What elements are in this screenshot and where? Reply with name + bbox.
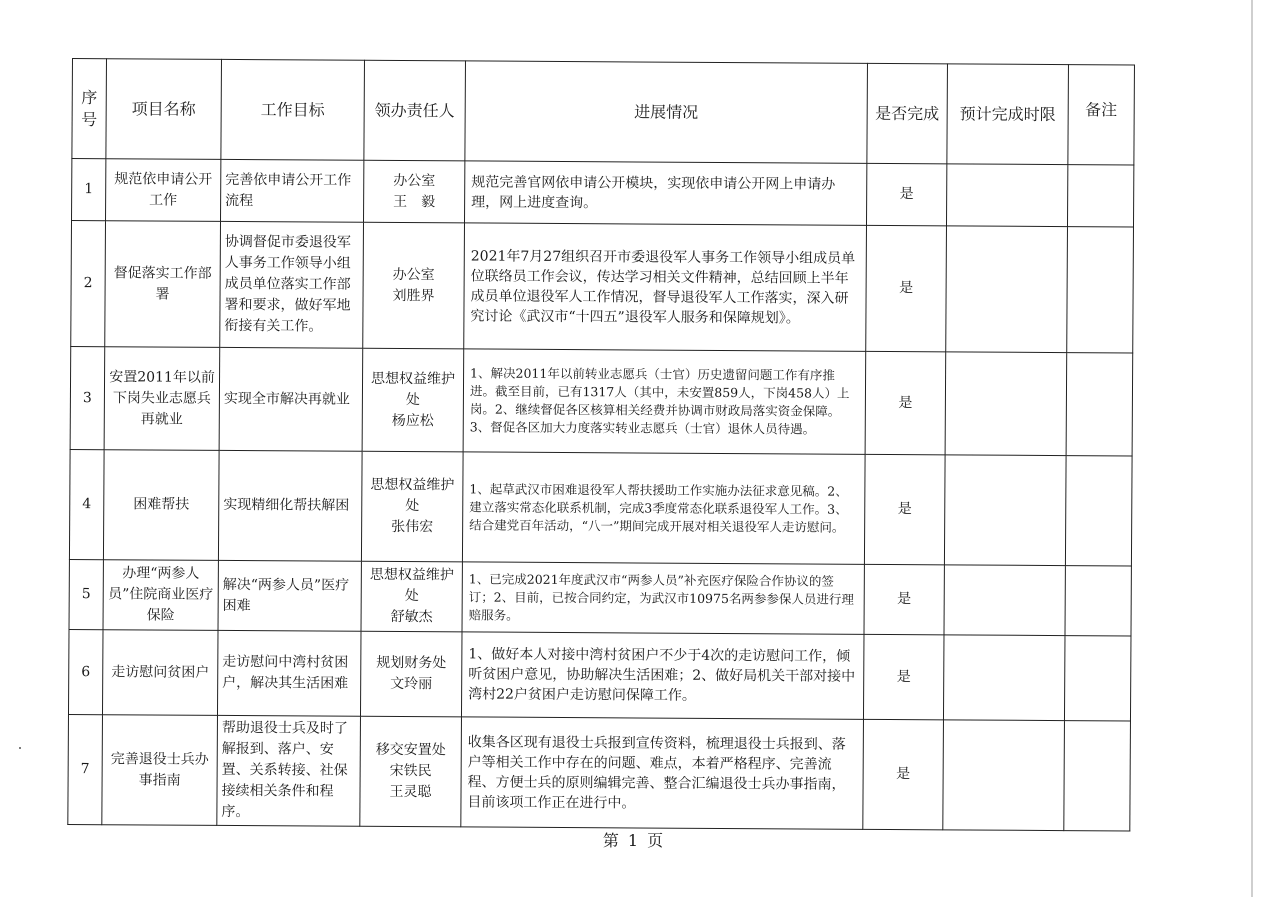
row-note bbox=[1067, 227, 1134, 353]
header-done: 是否完成 bbox=[867, 63, 948, 163]
row-project: 规范依申请公开工作 bbox=[106, 159, 221, 222]
owner-name: 王 毅 bbox=[393, 193, 436, 210]
row-note bbox=[1066, 353, 1133, 456]
row-eta bbox=[943, 635, 1065, 721]
owner-dept: 思想权益维护处 bbox=[370, 476, 455, 515]
row-owner bbox=[364, 160, 465, 223]
row-progress: 1、解决2011年以前转业志愿兵（士官）历史遗留问题工作有序推进。截至目前，已有1317人（其中，未安置859人，下岗458人）上岗。2、继续督促各区核算相关经费并协调市财政局落实资金保障。3、督促各区加大力度落实转业志愿兵（士官）退休人员待遇。 bbox=[463, 349, 866, 454]
table-row bbox=[68, 629, 1130, 720]
row-done: 是 bbox=[863, 634, 944, 719]
row-eta bbox=[943, 720, 1065, 831]
header-row bbox=[72, 59, 1135, 165]
header-owner: 领办责任人 bbox=[364, 60, 466, 161]
row-done: 是 bbox=[864, 454, 945, 564]
row-note bbox=[1067, 165, 1133, 227]
owner-name: 杨应松 bbox=[391, 412, 434, 429]
owner-name: 刘胜界 bbox=[392, 287, 435, 304]
row-done: 是 bbox=[864, 564, 944, 634]
owner-dept: 办公室 bbox=[392, 266, 435, 283]
row-target: 走访慰问中湾村贫困户，解决其生活困难 bbox=[217, 630, 361, 716]
row-owner bbox=[361, 561, 462, 632]
row-eta bbox=[946, 164, 1067, 227]
row-progress: 1、已完成2021年度武汉市“两参人员”补充医疗保险合作协议的签订；2、目前，已按合同约定，为武汉市10975名两参参保人员进行理赔服务。 bbox=[462, 562, 864, 634]
header-note: 备注 bbox=[1068, 65, 1135, 165]
row-eta bbox=[944, 455, 1066, 566]
row-note bbox=[1065, 456, 1132, 566]
row-note bbox=[1064, 636, 1131, 721]
table-row bbox=[69, 559, 1131, 635]
row-done: 是 bbox=[863, 719, 944, 829]
owner-name: 宋铁民 王灵聪 bbox=[389, 762, 432, 801]
owner-name: 张伟宏 bbox=[391, 518, 434, 536]
row-project: 走访慰问贫困户 bbox=[102, 630, 218, 716]
row-no: 4 bbox=[69, 449, 104, 559]
table-row bbox=[71, 221, 1134, 353]
row-project: 安置2011年以前下岗失业志愿兵再就业 bbox=[104, 347, 220, 451]
owner-name: 文玲丽 bbox=[390, 675, 433, 693]
row-project: 办理“两参人员”住院商业医疗保险 bbox=[103, 560, 218, 631]
row-no: 5 bbox=[69, 559, 103, 629]
row-owner bbox=[360, 631, 462, 717]
row-progress: 收集各区现有退役士兵报到宣传资料，梳理退役士兵报到、落户等相关工作中存在的问题、难点，本着严格程序、完善流程、方便士兵的原则编辑完善、整合汇编退役士兵办事指南，目前该项工作正在进行中。 bbox=[461, 717, 864, 829]
owner-dept: 移交安置处 bbox=[375, 741, 446, 759]
header-no: 序号 bbox=[72, 59, 107, 159]
row-done: 是 bbox=[866, 163, 946, 225]
table-row bbox=[70, 346, 1133, 455]
scan-speck bbox=[19, 747, 21, 749]
progress-table bbox=[67, 58, 1135, 831]
row-target: 实现全市解决再就业 bbox=[219, 347, 363, 451]
row-no: 3 bbox=[70, 346, 105, 449]
owner-dept: 规划财务处 bbox=[376, 654, 447, 672]
row-owner bbox=[363, 222, 465, 349]
header-progress: 进展情况 bbox=[465, 61, 868, 163]
header-project: 项目名称 bbox=[106, 59, 222, 160]
row-progress: 规范完善官网依申请公开模块，实现依申请公开网上申请办理，网上进度查询。 bbox=[465, 161, 867, 225]
row-progress: 2021年7月27组织召开市委退役军人事务工作领导小组成员单位联络员工作会议，传达学习相关文件精神，总结回顾上半年成员单位退役军人工作情况，督导退役军人工作落实，深入研究讨论《武汉市“十四五”退役军人服务和保障规划》。 bbox=[464, 223, 867, 351]
row-eta bbox=[946, 226, 1068, 353]
row-eta bbox=[945, 352, 1067, 456]
row-owner bbox=[360, 716, 462, 827]
row-owner bbox=[361, 451, 463, 562]
row-project: 督促落实工作部署 bbox=[105, 221, 221, 348]
page-number: 第 1 页 bbox=[602, 831, 666, 850]
row-target: 协调督促市委退役军人事务工作领导小组成员单位落实工作部署和要求，做好军地衔接有关工作。 bbox=[220, 221, 364, 348]
row-no: 6 bbox=[68, 629, 103, 714]
row-note bbox=[1065, 566, 1131, 636]
row-done: 是 bbox=[865, 351, 946, 454]
owner-dept: 思想权益维护处 bbox=[369, 566, 454, 605]
table-row bbox=[72, 159, 1134, 227]
owner-dept: 办公室 bbox=[393, 172, 436, 189]
row-target: 完善依申请公开工作流程 bbox=[221, 159, 364, 222]
owner-name: 舒敏杰 bbox=[390, 608, 433, 626]
row-eta bbox=[944, 565, 1065, 636]
row-note bbox=[1064, 721, 1131, 831]
row-no: 2 bbox=[71, 221, 106, 347]
row-no: 1 bbox=[72, 159, 106, 221]
table-row bbox=[69, 449, 1132, 565]
row-project: 完善退役士兵办事指南 bbox=[102, 715, 218, 826]
header-eta: 预计完成时限 bbox=[947, 64, 1069, 165]
row-done: 是 bbox=[866, 225, 947, 351]
table-row bbox=[68, 714, 1131, 830]
row-progress: 1、起草武汉市困难退役军人帮扶援助工作实施办法征求意见稿。2、建立落实常态化联系机制，完成3季度常态化联系退役军人工作。3、结合建党百年活动，“八一”期间完成开展对相关退役军人走访慰问。 bbox=[462, 452, 865, 564]
row-owner bbox=[362, 348, 464, 452]
row-target: 解决“两参人员”医疗困难 bbox=[218, 560, 361, 631]
row-no: 7 bbox=[68, 714, 103, 824]
row-target: 实现精细化帮扶解困 bbox=[218, 450, 362, 561]
scan-edge-line bbox=[1251, 0, 1253, 897]
owner-dept: 思想权益维护处 bbox=[370, 370, 456, 408]
row-progress: 1、做好本人对接中湾村贫困户不少于4次的走访慰问工作，倾听贫困户意见，协助解决生活困难；2、做好局机关干部对接中湾村22户贫困户走访慰问保障工作。 bbox=[461, 632, 864, 719]
row-project: 困难帮扶 bbox=[103, 450, 219, 561]
row-target: 帮助退役士兵及时了解报到、落户、安置、关系转接、社保接续相关条件和程序。 bbox=[217, 715, 361, 826]
header-target: 工作目标 bbox=[221, 59, 365, 160]
